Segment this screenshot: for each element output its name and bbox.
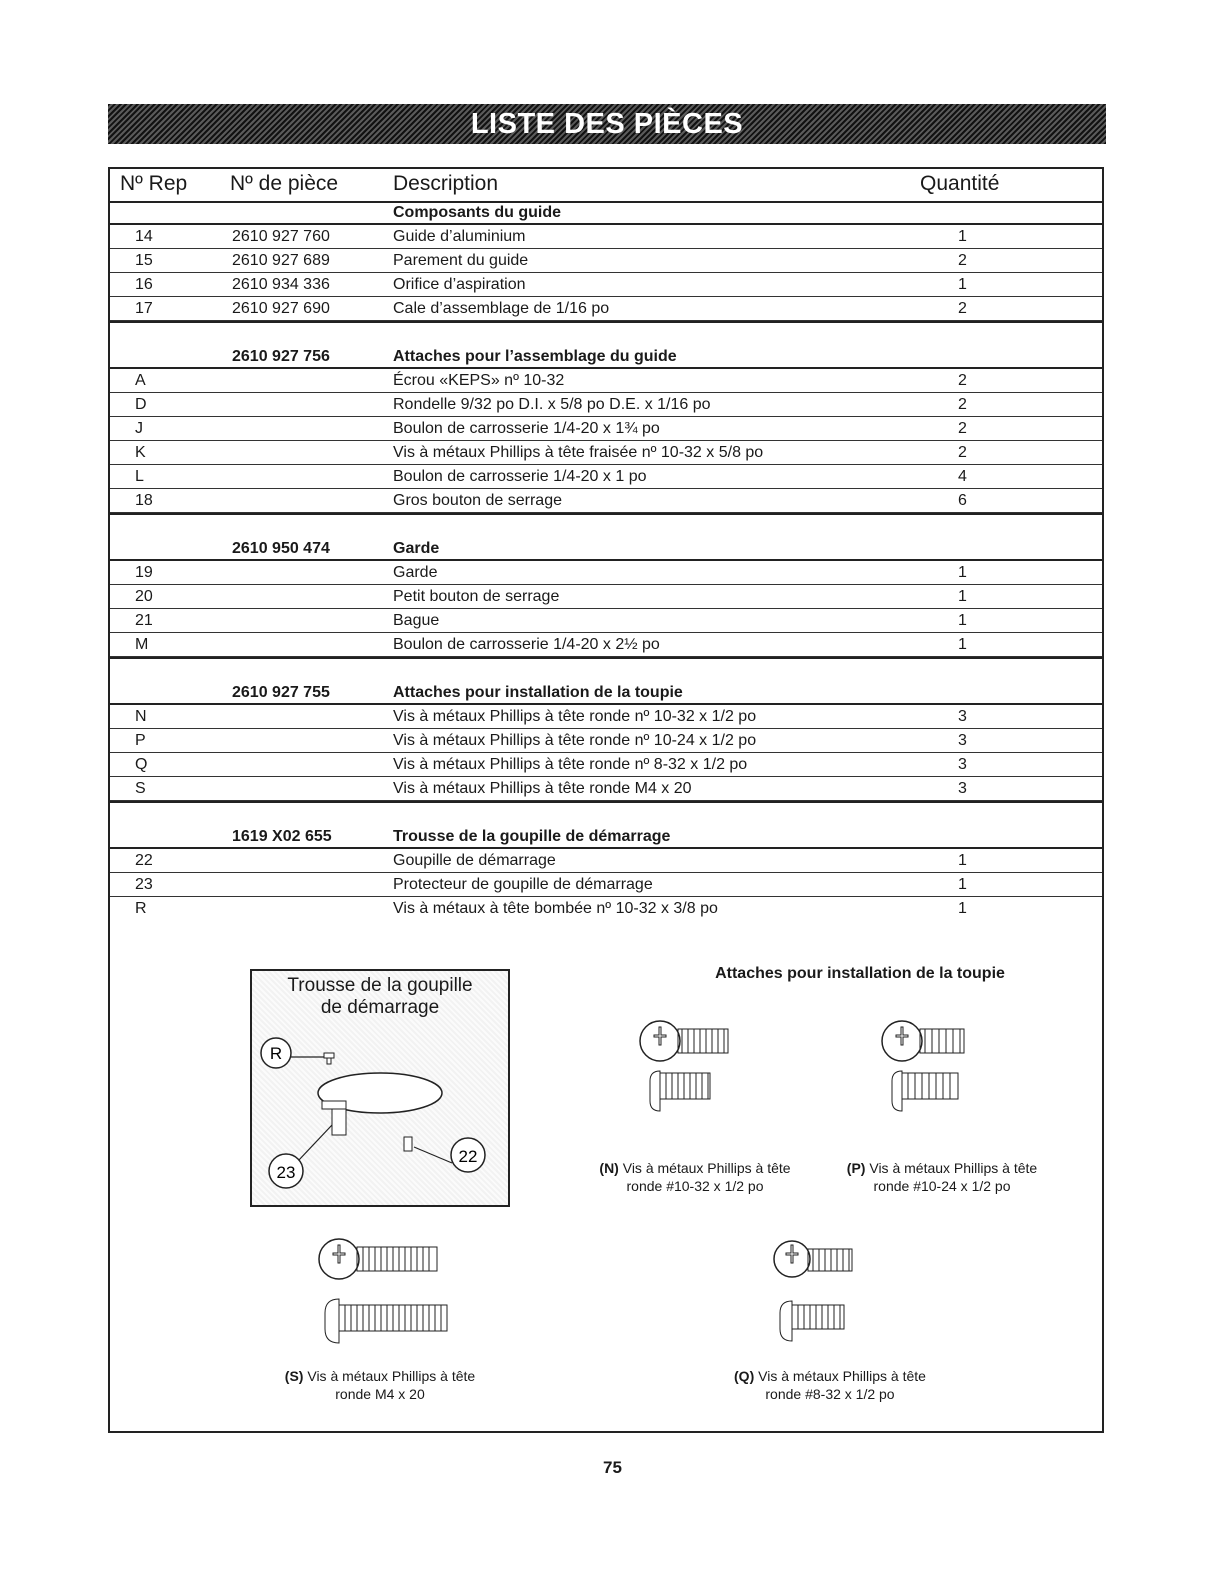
screw-q-illustration [770, 1229, 870, 1359]
table-row [110, 297, 1102, 321]
cell-quantity: 3 [958, 732, 967, 749]
table-row [110, 417, 1102, 441]
label-23: 23 [276, 1163, 296, 1182]
section-title: Trousse de la goupille de démarrage [393, 828, 671, 845]
kit-title-line2: de démarrage [320, 997, 440, 1018]
table-row [110, 369, 1102, 393]
cell-description: Orifice d’aspiration [393, 276, 526, 293]
cell-rep: A [135, 372, 146, 389]
cell-quantity: 1 [958, 636, 967, 653]
caption-q-line1: Vis à métaux Phillips à tête [758, 1368, 926, 1384]
header-part: Nº de pièce [230, 172, 339, 195]
cell-rep: 14 [135, 228, 153, 245]
cell-part-number: 2610 927 689 [232, 252, 330, 269]
cell-description: Guide d’aluminium [393, 228, 526, 245]
cell-quantity: 2 [958, 372, 967, 389]
screw-p-illustration [880, 1011, 980, 1146]
cell-quantity: 1 [958, 852, 967, 869]
table-row [110, 609, 1102, 633]
header-quantity: Quantité [920, 172, 1000, 195]
section-header [110, 537, 1102, 561]
table-row [110, 561, 1102, 585]
caption-p-code: (P) [846, 1160, 866, 1176]
cell-rep: P [135, 732, 146, 749]
table-row [110, 705, 1102, 729]
cell-rep: 19 [135, 564, 153, 581]
caption-n-code: (N) [599, 1160, 619, 1176]
section-part-number: 1619 X02 655 [232, 828, 332, 845]
cell-rep: N [135, 708, 147, 725]
cell-rep: S [135, 780, 146, 797]
cell-quantity: 1 [958, 612, 967, 629]
cell-rep: Q [135, 756, 148, 773]
cell-rep: D [135, 396, 147, 413]
cell-quantity: 3 [958, 708, 967, 725]
section-title: Garde [393, 540, 440, 557]
cell-description: Boulon de carrosserie 1/4-20 x 2½ po [393, 636, 660, 653]
cell-quantity: 1 [958, 900, 967, 917]
cell-description: Bague [393, 612, 440, 629]
caption-s [250, 1367, 510, 1403]
cell-rep: L [135, 468, 144, 485]
cell-rep: 21 [135, 612, 153, 629]
cell-part-number: 2610 927 760 [232, 228, 330, 245]
cell-part-number: 2610 927 690 [232, 300, 330, 317]
caption-q [700, 1367, 960, 1403]
caption-q-code: (Q) [734, 1368, 755, 1384]
cell-quantity: 6 [958, 492, 967, 509]
table-row [110, 393, 1102, 417]
cell-quantity: 2 [958, 396, 967, 413]
cell-description: Boulon de carrosserie 1/4-20 x 1 po [393, 468, 647, 485]
caption-n [565, 1159, 825, 1195]
cell-description: Cale d’assemblage de 1/16 po [393, 300, 610, 317]
caption-s-line2: ronde M4 x 20 [335, 1386, 425, 1402]
header-description: Description [393, 172, 499, 195]
cell-rep: R [135, 900, 147, 917]
caption-p [812, 1159, 1072, 1195]
cell-description: Vis à métaux à tête bombée nº 10-32 x 3/8 po [393, 900, 718, 917]
cell-rep: M [135, 636, 149, 653]
section-separator [110, 513, 1102, 515]
caption-p-line2: ronde #10-24 x 1/2 po [873, 1178, 1011, 1194]
table-row [110, 225, 1102, 249]
cell-quantity: 3 [958, 756, 967, 773]
cell-quantity: 3 [958, 780, 967, 797]
label-22: 22 [458, 1147, 478, 1166]
cell-quantity: 1 [958, 276, 967, 293]
caption-p-line1: Vis à métaux Phillips à tête [869, 1160, 1038, 1176]
cell-rep: 20 [135, 588, 153, 605]
cell-rep: 17 [135, 300, 153, 317]
cell-rep: 18 [135, 492, 153, 509]
cell-part-number: 2610 934 336 [232, 276, 330, 293]
section-header [110, 345, 1102, 369]
table-row [110, 489, 1102, 513]
cell-quantity: 2 [958, 300, 967, 317]
section-separator [110, 321, 1102, 323]
caption-n-line1: Vis à métaux Phillips à tête [622, 1160, 791, 1176]
cell-rep: 15 [135, 252, 153, 269]
cell-description: Vis à métaux Phillips à tête ronde nº 10-32 x 1/2 po [393, 708, 757, 725]
cell-quantity: 2 [958, 420, 967, 437]
table-row [110, 585, 1102, 609]
cell-description: Goupille de démarrage [393, 852, 556, 869]
cell-quantity: 4 [958, 468, 967, 485]
label-r: R [269, 1044, 283, 1063]
cell-description: Parement du guide [393, 252, 529, 269]
cell-description: Vis à métaux Phillips à tête fraisée nº 10-32 x 5/8 po [393, 444, 764, 461]
header-rep: Nº Rep [120, 172, 188, 195]
section-title: Attaches pour l’assemblage du guide [393, 348, 677, 365]
kit-title-line1: Trousse de la goupille [287, 975, 473, 996]
cell-rep: 23 [135, 876, 153, 893]
section-title: Attaches pour installation de la toupie [393, 684, 683, 701]
cell-quantity: 1 [958, 228, 967, 245]
cell-rep: 16 [135, 276, 153, 293]
table-row [110, 729, 1102, 753]
table-row [110, 441, 1102, 465]
title-banner [108, 104, 1106, 144]
cell-description: Vis à métaux Phillips à tête ronde nº 8-32 x 1/2 po [393, 756, 748, 773]
screw-s-illustration [315, 1229, 455, 1359]
section-separator [110, 657, 1102, 659]
table-header [110, 169, 1102, 203]
cell-description: Petit bouton de serrage [393, 588, 560, 605]
screw-n-illustration [638, 1011, 738, 1146]
caption-n-line2: ronde #10-32 x 1/2 po [626, 1178, 764, 1194]
cell-quantity: 1 [958, 564, 967, 581]
table-row [110, 777, 1102, 801]
section-header [110, 825, 1102, 849]
cell-rep: K [135, 444, 146, 461]
cell-description: Gros bouton de serrage [393, 492, 562, 509]
parts-table [108, 167, 1104, 1433]
cell-description: Garde [393, 564, 438, 581]
cell-description: Rondelle 9/32 po D.I. x 5/8 po D.E. x 1/16 po [393, 396, 711, 413]
starter-pin-kit-illustration [252, 1025, 508, 1205]
cell-description: Boulon de carrosserie 1/4-20 x 1¾ po [393, 420, 660, 437]
table-row [110, 849, 1102, 873]
section-header [110, 201, 1102, 225]
fasteners-figure-title: Attaches pour installation de la toupie [715, 965, 1005, 982]
section-separator [110, 801, 1102, 803]
table-row [110, 753, 1102, 777]
table-row [110, 249, 1102, 273]
cell-quantity: 2 [958, 252, 967, 269]
cell-description: Écrou «KEPS» nº 10-32 [393, 372, 565, 389]
cell-description: Protecteur de goupille de démarrage [393, 876, 653, 893]
cell-rep: 22 [135, 852, 153, 869]
cell-quantity: 1 [958, 876, 967, 893]
table-row [110, 633, 1102, 657]
section-part-number: 2610 950 474 [232, 540, 330, 557]
caption-s-code: (S) [284, 1368, 304, 1384]
cell-description: Vis à métaux Phillips à tête ronde M4 x 20 [393, 780, 692, 797]
cell-rep: J [135, 420, 143, 437]
section-header [110, 681, 1102, 705]
table-row [110, 465, 1102, 489]
caption-s-line1: Vis à métaux Phillips à tête [307, 1368, 476, 1384]
starter-pin-kit-box [250, 969, 510, 1207]
section-part-number: 2610 927 756 [232, 348, 330, 365]
page-number: 75 [603, 1458, 622, 1477]
table-row [110, 873, 1102, 897]
table-row [110, 273, 1102, 297]
cell-quantity: 1 [958, 588, 967, 605]
section-title: Composants du guide [393, 204, 561, 221]
caption-q-line2: ronde #8-32 x 1/2 po [765, 1386, 895, 1402]
page-title: LISTE DES PIÈCES [470, 107, 744, 140]
cell-description: Vis à métaux Phillips à tête ronde nº 10-24 x 1/2 po [393, 732, 757, 749]
cell-quantity: 2 [958, 444, 967, 461]
section-part-number: 2610 927 755 [232, 684, 330, 701]
table-row [110, 897, 1102, 921]
